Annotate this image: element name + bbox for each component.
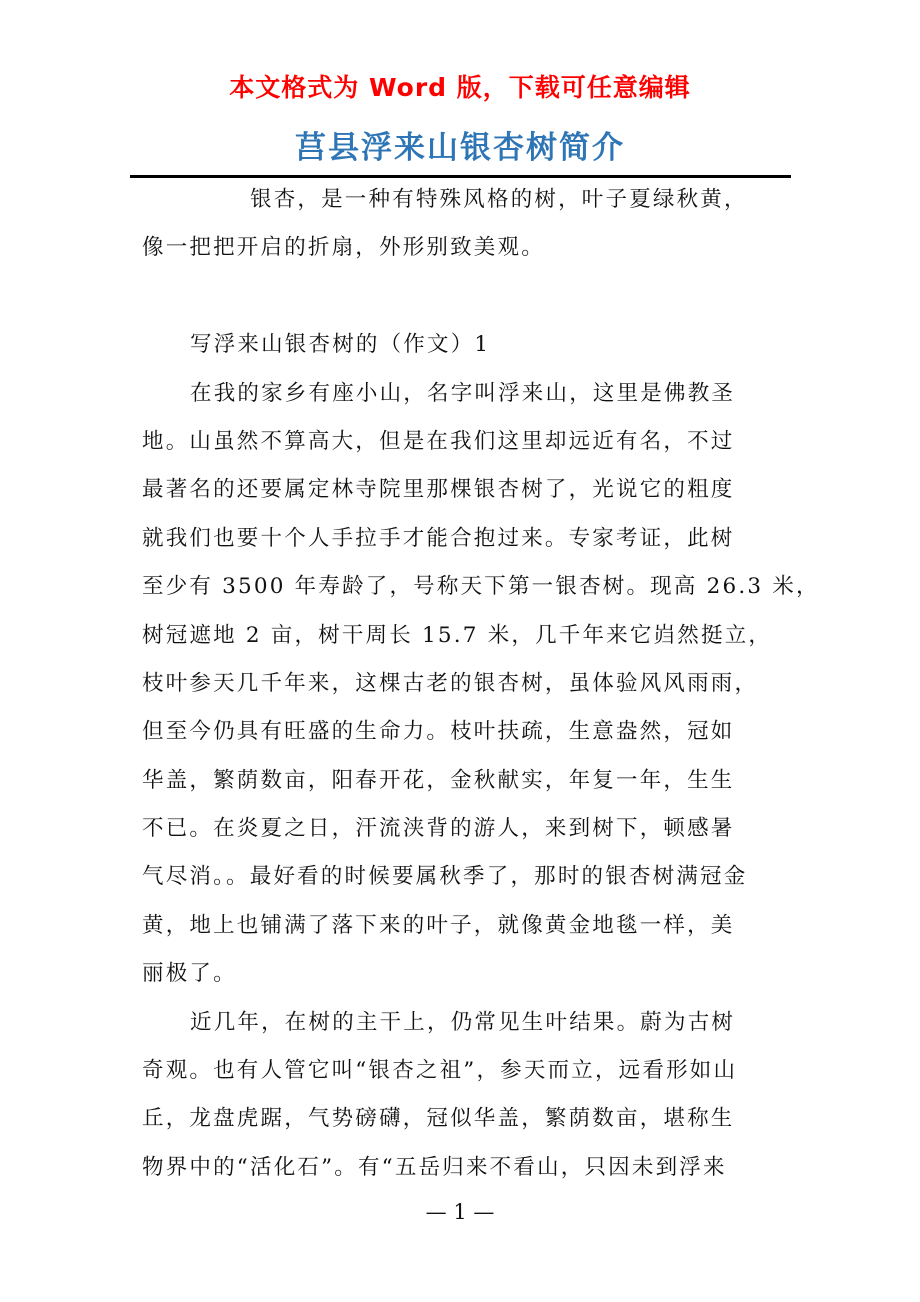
text-line: 地。山虽然不算高大，但是在我们这里却远近有名，不过 xyxy=(142,428,735,454)
text-line: 写浮来山银杏树的（作文）1 xyxy=(190,332,491,358)
text-line: 就我们也要十个人手拉手才能合抱过来。专家考证，此树 xyxy=(142,525,735,551)
text-line: 像一把把开启的折扇，外形别致美观。 xyxy=(142,235,545,261)
word-format-banner: 本文格式为 Word 版，下载可任意编辑 xyxy=(229,73,691,102)
text-line: 不已。在炎夏之日，汗流浃背的游人，来到树下，顿感暑 xyxy=(142,816,735,842)
blank-line xyxy=(142,277,782,325)
text-line: 近几年，在树的主干上，仍常见生叶结果。蔚为古树 xyxy=(190,1009,736,1035)
text-line: 气尽消。。最好看的时候要属秋季了，那时的银杏树满冠金 xyxy=(142,864,748,890)
page-number: — 1 — xyxy=(425,1200,495,1224)
text-line: 枝叶参天几千年来，这棵古老的银杏树，虽体验风风雨雨， xyxy=(142,670,759,696)
text-line: 但至今仍具有旺盛的生命力。枝叶扶疏，生意盎然，冠如 xyxy=(142,719,735,745)
text-line: 最著名的还要属定林寺院里那棵银杏树了，光说它的粗度 xyxy=(142,477,735,503)
text-line: 银杏，是一种有特殊风格的树，叶子夏绿秋黄， xyxy=(250,187,748,212)
text-line: 树冠遮地 2 亩，树干周长 15.7 米，几千年来它岿然挺立， xyxy=(142,622,773,648)
text-line: 华盖，繁荫数亩，阳春开花，金秋献实，年复一年，生生 xyxy=(142,767,735,793)
text-line: 在我的家乡有座小山，名字叫浮来山，这里是佛教圣 xyxy=(190,380,736,406)
text-line: 物界中的“活化石”。有“五岳归来不看山，只因未到浮来 xyxy=(142,1154,727,1180)
text-line: 至少有 3500 年寿龄了，号称天下第一银杏树。现高 26.3 米， xyxy=(142,574,820,600)
title-divider xyxy=(130,175,791,178)
text-line: 丽极了。 xyxy=(142,961,237,987)
text-line: 黄，地上也铺满了落下来的叶子，就像黄金地毯一样，美 xyxy=(142,912,735,938)
text-line: 丘，龙盘虎踞，气势磅礴，冠似华盖，繁荫数亩，堪称生 xyxy=(142,1106,735,1132)
text-line: 奇观。也有人管它叫“银杏之祖”，参天而立，远看形如山 xyxy=(142,1058,738,1084)
document-title: 莒县浮来山银杏树简介 xyxy=(295,130,625,166)
document-body xyxy=(142,180,820,1196)
